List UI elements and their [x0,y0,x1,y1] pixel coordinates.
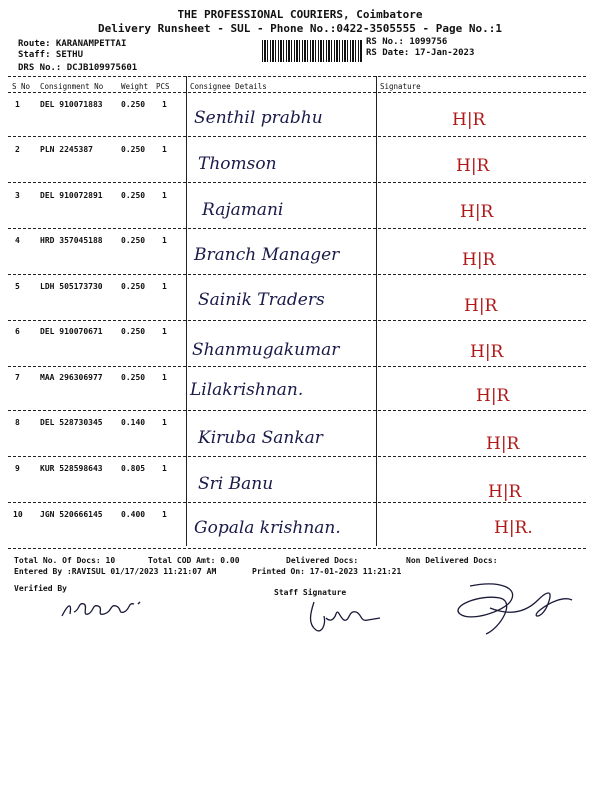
row-consignee-handwritten: Gopala krishnan. [194,518,341,538]
col-header-pcs: PCS [156,82,170,91]
row-divider [8,410,586,411]
row-weight: 0.250 [121,282,146,291]
col-header-signature: Signature [380,82,421,91]
row-sno: 10 [13,510,23,519]
row-sno: 7 [15,373,20,382]
row-consignment: DEL 910071883 [40,100,103,109]
row-sno: 1 [15,100,20,109]
document-subtitle: Delivery Runsheet - SUL - Phone No.:0422-3505555 - Page No.:1 [98,22,502,35]
rs-date: RS Date: 17-Jan-2023 [366,48,475,58]
row-pcs: 1 [162,191,167,200]
row-sno: 5 [15,282,20,291]
row-weight: 0.250 [121,327,146,336]
row-consignee-handwritten: Thomson [198,154,277,174]
row-weight: 0.250 [121,236,146,245]
row-signature: H|R [452,110,486,130]
staff-signature-scribble [296,598,386,638]
row-consignment: LDH 505173730 [40,282,103,291]
col-header-sno: S No [12,82,31,91]
row-consignment: PLN 2245387 [40,145,93,154]
row-signature: H|R [462,250,496,270]
total-docs: Total No. Of Docs: 10 [14,556,116,565]
row-consignee-handwritten: Branch Manager [194,245,340,265]
row-consignee-handwritten: Rajamani [202,200,284,220]
row-sno: 9 [15,464,20,473]
row-weight: 0.400 [121,510,146,519]
verified-signature-scribble [58,594,148,624]
total-cod: Total COD Amt: 0.00 [148,556,240,565]
col-header-consignment: Consignment No [40,82,104,91]
row-divider [8,228,586,229]
row-weight: 0.250 [121,100,146,109]
row-pcs: 1 [162,464,167,473]
route-label: Route: KARANAMPETTAI [18,39,127,49]
row-consignee-handwritten: Shanmugakumar [192,340,340,360]
column-divider [186,76,187,546]
row-consignment: DEL 910070671 [40,327,103,336]
row-consignment: KUR 528598643 [40,464,103,473]
row-consignment: MAA 296306977 [40,373,103,382]
row-signature: H|R [460,202,494,222]
receiver-signature-scribble [430,578,580,640]
row-consignment: DEL 528730345 [40,418,103,427]
row-sno: 3 [15,191,20,200]
row-divider [8,274,586,275]
staff-label: Staff: SETHU [18,50,84,60]
row-divider [8,182,586,183]
row-weight: 0.140 [121,418,146,427]
row-signature: H|R [464,296,498,316]
column-divider [376,76,377,546]
row-sno: 8 [15,418,20,427]
row-weight: 0.250 [121,191,146,200]
row-pcs: 1 [162,510,167,519]
row-weight: 0.805 [121,464,146,473]
entered-by: Entered By :RAVISUL 01/17/2023 11:21:07 AM [14,567,217,576]
row-signature: H|R [476,386,510,406]
table-top-rule [8,76,586,77]
row-pcs: 1 [162,282,167,291]
row-pcs: 1 [162,327,167,336]
row-divider [8,456,586,457]
row-consignee-handwritten: Sri Banu [198,474,274,494]
row-consignee-handwritten: Lilakrishnan. [190,380,304,400]
row-weight: 0.250 [121,373,146,382]
row-consignee-handwritten: Senthil prabhu [194,108,323,128]
printed-on: Printed On: 17-01-2023 11:21:21 [252,567,402,576]
row-pcs: 1 [162,418,167,427]
drs-number: DRS No.: DCJB109975601 [18,63,138,73]
row-pcs: 1 [162,373,167,382]
col-header-consignee: Consignee Details [190,82,267,91]
row-consignment: DEL 910072891 [40,191,103,200]
row-divider [8,366,586,367]
barcode-image [262,40,362,62]
col-header-weight: Weight [121,82,149,91]
header-rule [8,92,586,93]
row-pcs: 1 [162,100,167,109]
verified-by-label: Verified By [14,584,67,593]
row-signature: H|R [470,342,504,362]
row-divider [8,136,586,137]
row-divider [8,502,586,503]
row-signature: H|R [486,434,520,454]
row-consignee-handwritten: Sainik Traders [198,290,325,310]
delivered-docs: Delivered Docs: [286,556,359,565]
row-divider [8,548,586,549]
staff-signature-label: Staff Signature [274,588,347,597]
row-sno: 2 [15,145,20,154]
row-pcs: 1 [162,236,167,245]
row-sno: 4 [15,236,20,245]
row-signature: H|R [456,156,490,176]
row-consignment: HRD 357045188 [40,236,103,245]
row-signature: H|R [488,482,522,502]
row-weight: 0.250 [121,145,146,154]
row-consignment: JGN 520666145 [40,510,103,519]
document-title: THE PROFESSIONAL COURIERS, Coimbatore [177,8,423,21]
non-delivered-docs: Non Delivered Docs: [406,556,498,565]
row-sno: 6 [15,327,20,336]
row-consignee-handwritten: Kiruba Sankar [198,428,323,448]
row-signature: H|R. [494,518,533,538]
rs-number: RS No.: 1099756 [366,37,448,47]
row-divider [8,320,586,321]
row-pcs: 1 [162,145,167,154]
